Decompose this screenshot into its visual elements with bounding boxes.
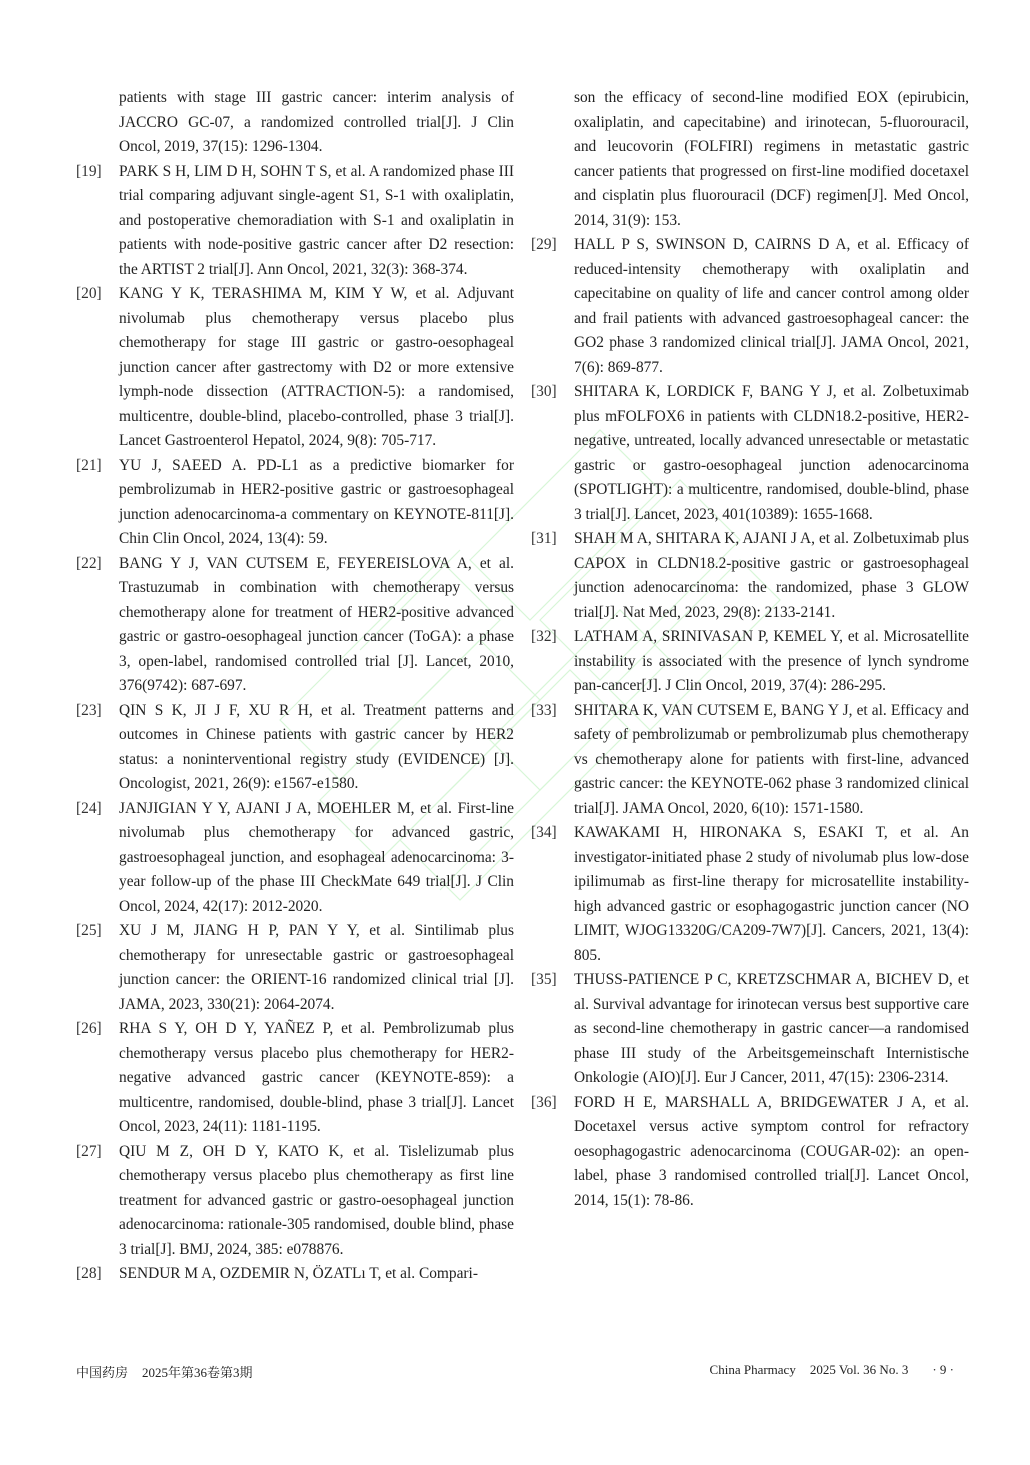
references-column-left bbox=[72, 86, 514, 1287]
reference-number: [36] bbox=[531, 1093, 557, 1111]
reference-entry bbox=[72, 454, 514, 552]
reference-number: [34] bbox=[531, 824, 557, 841]
reference-text: SHAH M A, SHITARA K, AJANI J A, et al. Zolbetuximab plus CAPOX in CLDN18.2-positive gastric or gastroesophageal junction adenocarcinoma: the randomized, phase 3 GLOW trial[J]. Nat Med, 2023, 29(8): 2133-2141. bbox=[574, 530, 969, 621]
issue-info-cn: 2025年第36卷第3期 bbox=[142, 1365, 253, 1380]
reference-entry bbox=[72, 552, 514, 699]
reference-entry bbox=[72, 282, 514, 454]
reference-number: [26] bbox=[76, 1020, 102, 1037]
reference-entry bbox=[72, 1140, 514, 1263]
reference-text: LATHAM A, SRINIVASAN P, KEMEL Y, et al. Microsatellite instability is associated with the presence of lynch syndrome pan-cancer[J]. J Clin Oncol, 2019, 37(4): 286-295. bbox=[574, 628, 969, 694]
reference-text: THUSS-PATIENCE P C, KRETZSCHMAR A, BICHEV D, et al. Survival advantage for irinotecan versus best supportive care as second-line chemotherapy in gastric cancer—a randomised phase III study of the Arbeitsgemeinschaft Internistische Onkologie (AIO)[J]. Eur J Cancer, 2011, 47(15): 2306-2314. bbox=[574, 971, 969, 1086]
reference-number: [19] bbox=[76, 162, 102, 180]
reference-number: [21] bbox=[76, 456, 102, 474]
issue-info-en: 2025 Vol. 36 No. 3 bbox=[809, 1362, 909, 1377]
journal-name-en: China Pharmacy bbox=[709, 1362, 796, 1377]
reference-number: [32] bbox=[531, 628, 557, 645]
reference-entry bbox=[72, 1262, 514, 1287]
reference-number: [30] bbox=[531, 383, 557, 400]
reference-number: [22] bbox=[76, 554, 102, 572]
reference-text: HALL P S, SWINSON D, CAIRNS D A, et al. Efficacy of reduced-intensity chemotherapy with oxaliplatin and capecitabine on quality of life and cancer control among older and frail patients with advanced gastroesophageal cancer: the GO2 phase 3 randomized clinical trial[J]. JAMA Oncol, 2021, 7(6): 869-877. bbox=[574, 236, 969, 376]
reference-entry bbox=[72, 1017, 514, 1140]
reference-text: KANG Y K, TERASHIMA M, KIM Y W, et al. Adjuvant nivolumab plus chemotherapy versus placebo plus chemotherapy for stage III gastric or gastro-oesophageal junction cancer after gastrectomy with D2 or more extensive lymph-node dissection (ATTRACTION-5): a randomised, multicentre, double-blind, placebo-controlled, phase 3 trial[J]. Lancet Gastroenterol Hepatol, 2024, 9(8): 705-717. bbox=[119, 285, 514, 449]
footer-journal-en bbox=[710, 1362, 954, 1378]
reference-number: [28] bbox=[76, 1265, 102, 1282]
page-number: · 9 · bbox=[932, 1362, 954, 1377]
reference-entry bbox=[527, 86, 969, 233]
reference-number: [31] bbox=[531, 530, 557, 547]
reference-entry bbox=[72, 86, 514, 160]
reference-number: [23] bbox=[76, 701, 102, 719]
footer-journal-cn bbox=[76, 1362, 253, 1381]
reference-text: SENDUR M A, OZDEMIR N, ÖZATLı T, et al. Compari- bbox=[119, 1265, 478, 1282]
reference-entry bbox=[527, 380, 969, 527]
reference-text: BANG Y J, VAN CUTSEM E, FEYEREISLOVA A, et al. Trastuzumab in combination with chemotherapy versus chemotherapy alone for treatment of HER2-positive advanced gastric or gastro-oesophageal junction cancer (ToGA): a phase 3, open-label, randomised controlled trial [J]. Lancet, 2010, 376(9742): 687-697. bbox=[119, 554, 514, 694]
journal-name-cn: 中国药房 bbox=[76, 1365, 129, 1380]
reference-number: [25] bbox=[76, 922, 102, 939]
reference-text: PARK S H, LIM D H, SOHN T S, et al. A randomized phase III trial comparing adjuvant single-agent S1, S-1 with oxaliplatin, and postoperative chemoradiation with S-1 and oxaliplatin in patients with node-positive gastric cancer after D2 resection: the ARTIST 2 trial[J]. Ann Oncol, 2021, 32(3): 368-374. bbox=[119, 162, 514, 278]
reference-entry bbox=[527, 527, 969, 625]
reference-text: YU J, SAEED A. PD-L1 as a predictive biomarker for pembrolizumab in HER2-positive gastric or gastroesophageal junction adenocarcinoma-a commentary on KEYNOTE-811[J]. Chin Clin Oncol, 2024, 13(4): 59. bbox=[119, 456, 514, 547]
reference-entry bbox=[527, 1091, 969, 1214]
reference-entry bbox=[527, 625, 969, 699]
reference-number: [33] bbox=[531, 701, 557, 719]
reference-number: [35] bbox=[531, 971, 557, 988]
references-column-right bbox=[527, 86, 969, 1213]
reference-text: JANJIGIAN Y Y, AJANI J A, MOEHLER M, et al. First-line nivolumab plus chemotherapy for advanced gastric, gastroesophageal junction, and esophageal adenocarcinoma: 3-year follow-up of the phase III CheckMate 649 trial[J]. J Clin Oncol, 2024, 42(17): 2012-2020. bbox=[119, 799, 514, 915]
reference-text: RHA S Y, OH D Y, YAÑEZ P, et al. Pembrolizumab plus chemotherapy versus placebo plus chemotherapy for HER2-negative advanced gastric cancer (KEYNOTE-859): a multicentre, randomised, double-blind, phase 3 trial[J]. Lancet Oncol, 2023, 24(11): 1181-1195. bbox=[119, 1020, 514, 1135]
reference-entry bbox=[72, 919, 514, 1017]
reference-text: son the efficacy of second-line modified EOX (epirubicin, oxaliplatin, and capecitabine) and irinotecan, 5-fluorouracil, and leucovorin (FOLFIRI) regimens in metastatic gastric cancer patients that progressed on first-line modified docetaxel and cisplatin plus fluorouracil (DCF) regimen[J]. Med Oncol, 2014, 31(9): 153. bbox=[574, 89, 969, 229]
reference-entry bbox=[527, 821, 969, 968]
reference-text: SHITARA K, VAN CUTSEM E, BANG Y J, et al. Efficacy and safety of pembrolizumab or pembrolizumab plus chemotherapy vs chemotherapy alone for patients with first-line, advanced gastric cancer: the KEYNOTE-062 phase 3 randomized clinical trial[J]. JAMA Oncol, 2020, 6(10): 1571-1580. bbox=[574, 701, 969, 817]
reference-text: QIU M Z, OH D Y, KATO K, et al. Tislelizumab plus chemotherapy versus placebo plus chemotherapy as first line treatment for advanced gastric or gastro-oesophageal junction adenocarcinoma: rationale-305 randomised, double blind, phase 3 trial[J]. BMJ, 2024, 385: e078876. bbox=[119, 1142, 514, 1258]
reference-text: XU J M, JIANG H P, PAN Y Y, et al. Sintilimab plus chemotherapy for unresectable gastric or gastroesophageal junction cancer: the ORIENT-16 randomized clinical trial [J]. JAMA, 2023, 330(21): 2064-2074. bbox=[119, 922, 514, 1013]
reference-entry bbox=[527, 699, 969, 822]
reference-text: FORD H E, MARSHALL A, BRIDGEWATER J A, et al. Docetaxel versus active symptom control for refractory oesophagogastric adenocarcinoma (COUGAR-02): an open-label, phase 3 randomised controlled trial[J]. Lancet Oncol, 2014, 15(1): 78-86. bbox=[574, 1093, 969, 1209]
reference-entry bbox=[72, 797, 514, 920]
reference-number: [20] bbox=[76, 285, 102, 302]
reference-text: QIN S K, JI J F, XU R H, et al. Treatment patterns and outcomes in Chinese patients with gastric cancer by HER2 status: a noninterventional registry study (EVIDENCE) [J]. Oncologist, 2021, 26(9): e1567-e1580. bbox=[119, 701, 514, 792]
reference-text: patients with stage III gastric cancer: interim analysis of JACCRO GC-07, a randomized controlled trial[J]. J Clin Oncol, 2019, 37(15): 1296-1304. bbox=[119, 89, 514, 155]
reference-number: [29] bbox=[531, 236, 557, 253]
reference-entry bbox=[527, 968, 969, 1091]
reference-entry bbox=[72, 160, 514, 283]
reference-entry bbox=[527, 233, 969, 380]
reference-number: [24] bbox=[76, 799, 102, 817]
reference-text: KAWAKAMI H, HIRONAKA S, ESAKI T, et al. An investigator-initiated phase 2 study of nivolumab plus low-dose ipilimumab as first-line therapy for microsatellite instability-high advanced gastric or esophagogastric junction cancer (NO LIMIT, WJOG13320G/CA209-7W7)[J]. Cancers, 2021, 13(4): 805. bbox=[574, 824, 969, 964]
reference-number: [27] bbox=[76, 1142, 102, 1160]
reference-text: SHITARA K, LORDICK F, BANG Y J, et al. Zolbetuximab plus mFOLFOX6 in patients with CLDN18.2-positive, HER2-negative, untreated, locally advanced unresectable or metastatic gastric or gastro-oesophageal junction adenocarcinoma (SPOTLIGHT): a multicentre, randomised, double-blind, phase 3 trial[J]. Lancet, 2023, 401(10389): 1655-1668. bbox=[574, 383, 969, 523]
reference-entry bbox=[72, 699, 514, 797]
